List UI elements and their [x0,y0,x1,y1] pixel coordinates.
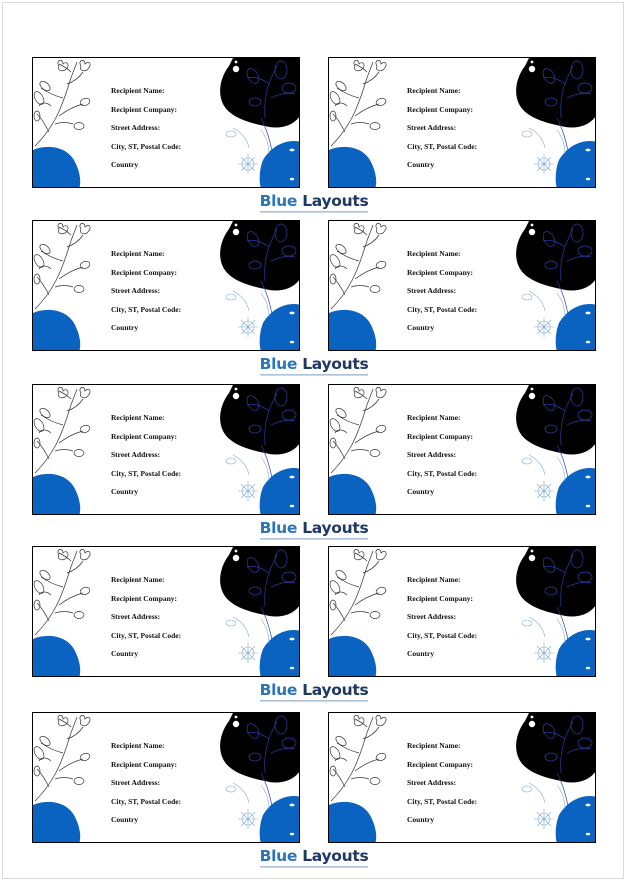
brand-word-layouts: Layouts [302,681,369,699]
recipient-company-label: Recipient Company: [407,104,474,114]
country-label: Country [111,323,139,332]
mailing-label[interactable] [328,384,596,515]
address-fields [407,86,477,179]
recipient-name-label: Recipient Name: [407,741,461,750]
street-address-label: Street Address: [111,612,161,621]
address-fields [407,575,477,668]
brand-word-layouts: Layouts [302,355,369,373]
recipient-name-label: Recipient Name: [111,249,165,258]
recipient-company-label: Recipient Company: [111,267,178,277]
recipient-name-label: Recipient Name: [407,249,461,258]
mailing-label[interactable] [328,712,596,843]
brand-word-layouts: Layouts [302,847,369,865]
brand-word-layouts: Layouts [302,192,369,210]
brand-word-blue: Blue [259,847,298,865]
brand-watermark [0,355,628,375]
country-label: Country [407,815,435,824]
recipient-company-label: Recipient Company: [407,431,474,441]
address-fields [111,413,181,506]
brand-watermark [0,847,628,867]
country-label: Country [111,487,139,496]
brand-word-blue: Blue [259,355,298,373]
recipient-name-label: Recipient Name: [407,86,461,95]
street-address-label: Street Address: [407,778,457,787]
recipient-name-label: Recipient Name: [111,413,165,422]
country-label: Country [407,160,435,169]
country-label: Country [407,323,435,332]
recipient-company-label: Recipient Company: [407,267,474,277]
city-state-postal-label: City, ST, Postal Code: [111,141,182,151]
country-label: Country [407,487,435,496]
street-address-label: Street Address: [111,450,161,459]
brand-word-blue: Blue [259,681,298,699]
recipient-company-label: Recipient Company: [111,431,178,441]
recipient-company-label: Recipient Company: [111,759,178,769]
recipient-company-label: Recipient Company: [407,593,474,603]
street-address-label: Street Address: [407,286,457,295]
recipient-company-label: Recipient Company: [407,759,474,769]
mailing-label[interactable] [328,220,596,351]
city-state-postal-label: City, ST, Postal Code: [407,304,478,314]
city-state-postal-label: City, ST, Postal Code: [407,630,478,640]
address-fields [407,741,477,834]
mailing-label[interactable] [32,384,300,515]
city-state-postal-label: City, ST, Postal Code: [111,304,182,314]
city-state-postal-label: City, ST, Postal Code: [407,141,478,151]
mailing-label[interactable] [32,220,300,351]
recipient-name-label: Recipient Name: [111,86,165,95]
recipient-company-label: Recipient Company: [111,593,178,603]
country-label: Country [111,649,139,658]
brand-watermark [0,681,628,701]
street-address-label: Street Address: [111,123,161,132]
street-address-label: Street Address: [111,778,161,787]
address-fields [407,249,477,342]
mailing-label[interactable] [328,546,596,677]
mailing-label[interactable] [32,57,300,188]
street-address-label: Street Address: [407,450,457,459]
recipient-name-label: Recipient Name: [111,575,165,584]
country-label: Country [407,649,435,658]
street-address-label: Street Address: [407,612,457,621]
brand-word-blue: Blue [259,519,298,537]
brand-watermark [0,519,628,539]
street-address-label: Street Address: [407,123,457,132]
recipient-name-label: Recipient Name: [407,413,461,422]
address-fields [407,413,477,506]
recipient-name-label: Recipient Name: [407,575,461,584]
address-fields [111,741,181,834]
mailing-label[interactable] [32,546,300,677]
recipient-name-label: Recipient Name: [111,741,165,750]
mailing-label[interactable] [32,712,300,843]
address-fields [111,575,181,668]
brand-word-blue: Blue [259,192,298,210]
brand-word-layouts: Layouts [302,519,369,537]
city-state-postal-label: City, ST, Postal Code: [407,796,478,806]
city-state-postal-label: City, ST, Postal Code: [111,630,182,640]
city-state-postal-label: City, ST, Postal Code: [407,468,478,478]
recipient-company-label: Recipient Company: [111,104,178,114]
address-fields [111,249,181,342]
country-label: Country [111,160,139,169]
city-state-postal-label: City, ST, Postal Code: [111,468,182,478]
street-address-label: Street Address: [111,286,161,295]
brand-watermark [0,192,628,212]
city-state-postal-label: City, ST, Postal Code: [111,796,182,806]
address-fields [111,86,181,179]
country-label: Country [111,815,139,824]
mailing-label[interactable] [328,57,596,188]
